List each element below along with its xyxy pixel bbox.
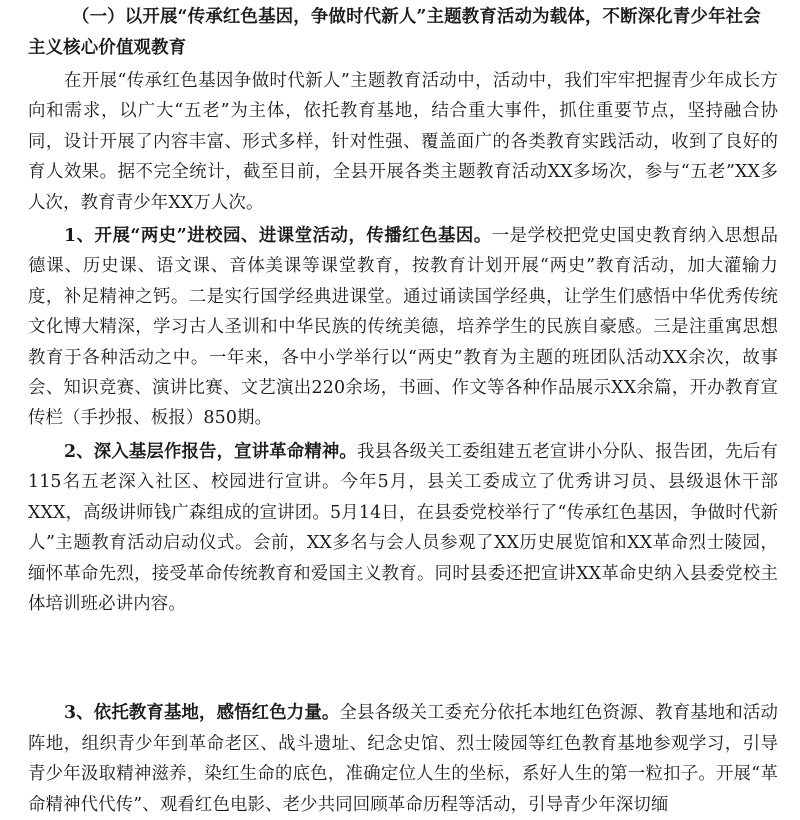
paragraph-item-2 [28,437,778,619]
paragraph-body: 在开展“传承红色基因争做时代新人”主题教育活动中，活动中，我们牢牢把握青少年成长方向和需求，以广大“五老”为主体，依托教育基地，结合重大事件，抓住重要节点，坚持融合协同，设计开展了内容丰富、形式多样，针对性强、覆盖面广的各类教育实践活动，收到了良好的育人效果。据不完全统计，截至目前，全县开展各类主题教育活动XX多场次，参与“五老”XX多人次，教育青少年XX万人次。 [28,71,778,213]
paragraph-body: 一是学校把党史国史教育纳入思想品德课、历史课、语文课、音体美课等课堂教育，按教育计划开展“两史”教育活动，加大灌输力度，补足精神之钙。二是实行国学经典进课堂。通过诵读国学经典，让学生们感悟中华优秀传统文化博大精深，学习古人圣训和中华民族的传统美德，培养学生的民族自豪感。三是注重寓思想教育于各种活动之中。一年来，各中小学举行以“两史”教育为主题的班团队活动XX余次，故事会、知识竞赛、演讲比赛、文艺演出220余场，书画、作文等各种作品展示XX余篇，开办教育宣传栏（手抄报、板报）850期。 [28,226,779,429]
paragraph-lead: 2、深入基层作报告，宣讲革命精神。 [64,441,357,462]
paragraph-lead: 1、开展“两史”进校园、进课堂活动，传播红色基因。 [64,226,492,247]
paragraph-item-3 [28,698,778,820]
paragraph-body: 我县各级关工委组建五老宣讲小分队、报告团，先后有115名五老深入社区、校园进行宣讲。今年5月，县关工委成立了优秀讲习员、县级退休干部XXX，高级讲师钱广森组成的宣讲团。5月14日，在县委党校举行了“传承红色基因，争做时代新人”主题教育活动启动仪式。会前，XX多名与会人员参观了XX历史展览馆和XX革命烈士陵园，缅怀革命先烈，接受革命传统教育和爱国主义教育。同时县委还把宣讲XX革命史纳入县委党校主体培训班必讲内容。 [28,441,778,614]
paragraph-lead: 3、依托教育基地，感悟红色力量。 [64,703,340,724]
section-heading: （一）以开展“传承红色基因，争做时代新人”主题教育活动为载体，不断深化青少年社会主义核心价值观教育 [28,7,761,58]
paragraph-intro [28,66,778,218]
paragraph-item-1 [28,221,778,434]
paragraph-body: 全县各级关工委充分依托本地红色资源、教育基地和活动阵地，组织青少年到革命老区、战斗遗址、纪念史馆、烈士陵园等红色教育基地参观学习，引导青少年汲取精神滋养，染红生命的底色，准确定位人生的坐标，系好人生的第一粒扣子。开展“革命精神代代传”、观看红色电影、老少共同回顾革命历程等活动，引导青少年深切缅 [28,703,778,815]
